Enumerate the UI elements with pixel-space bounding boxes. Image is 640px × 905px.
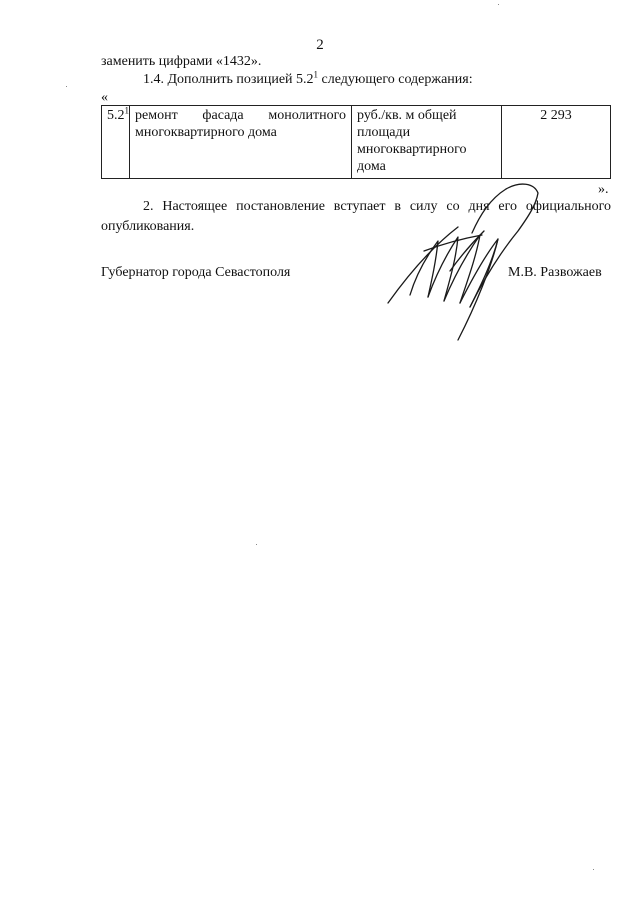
- position-number-cell: [102, 106, 130, 179]
- close-quote: ».: [598, 182, 609, 197]
- handwritten-signature: [380, 175, 560, 350]
- continuation-line: заменить цифрами «1432».: [101, 54, 262, 69]
- position-unit-line4: дома: [357, 159, 386, 174]
- item-1-4-superscript: 1: [313, 69, 319, 80]
- scan-speck: [498, 4, 499, 5]
- scan-speck: [256, 544, 257, 545]
- position-name-line1: ремонт фасада монолитного: [135, 108, 346, 123]
- position-value: 2 293: [540, 108, 572, 123]
- position-number-superscript: 1: [124, 105, 129, 116]
- scan-speck: [66, 86, 67, 87]
- open-quote: «: [101, 90, 108, 105]
- item-1-4: [143, 71, 473, 89]
- item-1-4-prefix: 1.4. Дополнить позицией 5.2: [143, 72, 314, 87]
- page-number: 2: [316, 37, 324, 53]
- table-row: [102, 106, 611, 179]
- position-value-cell: [502, 106, 611, 179]
- position-unit-cell: [352, 106, 502, 179]
- position-name-cell: [130, 106, 352, 179]
- position-unit-line3: многоквартирного: [357, 142, 467, 157]
- signer-name: М.В. Развожаев: [508, 265, 602, 280]
- position-name-line2: многоквартирного дома: [135, 125, 277, 140]
- item-1-4-suffix: следующего содержания:: [318, 72, 473, 87]
- scan-speck: [593, 869, 594, 870]
- position-unit-line1: руб./кв. м общей: [357, 108, 457, 123]
- signer-title: Губернатор города Севастополя: [101, 265, 291, 280]
- paragraph-2-text: 2. Настоящее постановление вступает в силу со дня его официального опубликования.: [101, 199, 611, 234]
- position-number: 5.2: [107, 108, 125, 123]
- position-table: [101, 105, 611, 179]
- position-unit-line2: площади: [357, 125, 411, 140]
